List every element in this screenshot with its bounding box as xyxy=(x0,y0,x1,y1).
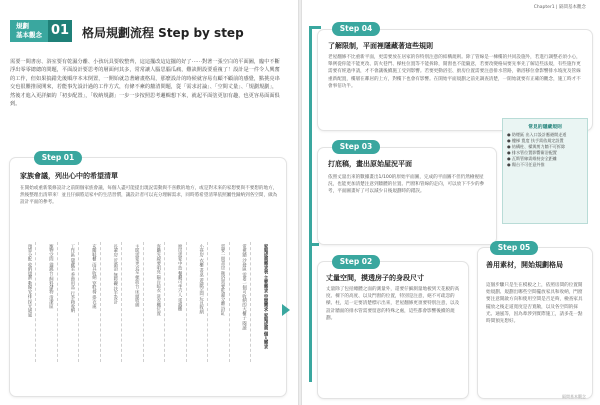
page-footer: 隔間基本觀念 xyxy=(562,394,586,399)
needs-column: 電視牆 沙發區 需要一個可收納的大櫃子 閱讀 xyxy=(229,242,249,362)
needs-column: 小孩房 衣櫃 書桌 遊戲空間 玩具收納 xyxy=(186,242,206,362)
needs-column: 需要一間書房 衛浴需要乾濕分離 浴缸 xyxy=(207,242,227,362)
hidden-rule-item: ● 結構柱、樑與剪力牆不可拆除 xyxy=(507,144,566,150)
needs-column: 主臥需要更衣室 梳妝台 床頭收納 xyxy=(121,242,141,362)
flow-connector xyxy=(309,26,321,29)
intro-paragraph: 需要一間書房、浴室要有乾濕分離、小孩玩具要收整齊，這這擺改這這擺的好了⋯⋯對著一張空白的平面圖，臨中不斷浮出零零總總的問題，平面設計要思考的層面何其多，常常讓人腦思腦瓜痛，難訣開設要重複了！設計是一件令人興奮的工作，但如果搞錯先後順序本末倒置，一開始就急著繪畫格局，那麼設計的時候就容易有顧不顧前的感覺，點挑亮串交也很難推展開來，若能事先設計過的工作方式，有條不紊的釐清問題，從「需求討論」、「空間丈量」、「規劃規劃」，然後才進入更詳細的「初步配置」，「收納規劃」一步一步按照思考邏輯想下來，就起平面塗更加有趣，也更容易面面俱到。 xyxy=(10,59,280,108)
flow-connector xyxy=(309,26,312,382)
hidden-rule-item: ● 瓦斯管線需維持安全距離 xyxy=(507,156,557,162)
step01-badge: Step 01 xyxy=(34,151,82,165)
hidden-rules-box xyxy=(502,118,588,224)
hidden-rule-item: ● 樓梯 寬度 扶手需依規定設置 xyxy=(507,138,564,144)
badge-line2: 基本觀念 xyxy=(16,31,42,39)
step05-text: 這個步驟只是生在模板之上，依照房間的位置開始規劃、規劃出哪些空間擺放家具和收納，門窗要注意開啟方向和使用空間是否足夠，檢查家具擺放之後走道寬度是否寬敞，以及各空間的採光、通風等，因為牽涉到實際施工，請多花一點時間預先想好。 xyxy=(486,283,583,325)
needs-table xyxy=(14,242,270,382)
step01-title: 家族會議，列出心中的希望清單 xyxy=(20,172,118,180)
badge-line1: 規劃 xyxy=(16,22,29,30)
step05-title: 善用素材，開始規劃格局 xyxy=(486,261,563,269)
step03-title: 打底稿，畫出原始屋況平面 xyxy=(328,160,412,168)
needs-column: 廚房需要中島 餐廳可坐六人 電器櫃 xyxy=(164,242,184,362)
step05-card xyxy=(478,248,592,398)
step02-card xyxy=(318,262,468,398)
needs-column: 家庭成員需求表 主要需求 空間需求 家庭成員 個人需求 xyxy=(250,242,270,362)
section-number: 01 xyxy=(48,20,72,42)
needs-column: 預算分配 收納規劃 動線安排 採光通風 xyxy=(27,244,32,317)
hidden-rule-item: ● 防煙區 出入口設計應避開走道 xyxy=(507,132,567,137)
needs-column: 工作區 儲藏室 季節用品 行李箱收納 xyxy=(57,242,77,362)
step04-card xyxy=(318,30,592,130)
hidden-rule-item: ● 排水管位置影響衛浴配置 xyxy=(507,150,557,156)
step02-text: 丈量除了包括總體之面的測量外，還要仔細測量地板到天花板的高度、樑下的高度、以及門窗的位置，特別是注意，絕不可疏忽的樑、柱，這一定要清楚標示出來，老屋翻修更須要特別注意，以及設計牆面的排水管需要留意的特殊之處，這些都會影響後續的規劃。 xyxy=(326,287,460,321)
step03-badge: Step 03 xyxy=(332,140,380,154)
step02-badge: Step 02 xyxy=(332,255,380,269)
step03-card xyxy=(318,148,496,244)
flow-connector xyxy=(309,243,319,246)
needs-column: 玄關鞋櫃 雨具收納 穿鞋椅 掛衣處 xyxy=(78,242,98,362)
needs-column: 長輩房 近衛浴 無障礙 扶手設計 xyxy=(100,242,120,362)
page-title: 格局規劃流程 Step by step xyxy=(82,26,244,40)
hidden-rules-title: 常見的隱藏規則 xyxy=(528,125,562,130)
step04-title: 了解限制，平面裡隱藏著這些規則 xyxy=(328,42,433,50)
step02-title: 丈量空間，摸透房子的身段尺寸 xyxy=(326,274,424,282)
needs-column: 客廳光線要明亮 陽台晾衣 洗衣機位置 xyxy=(143,242,163,362)
step01-text: 在開始或重新裝修設計之前開個家族會議，每個人盡可能提出現況需動與不喜歡的地方，或是對未來的家想要與不要想的地方，然後整理出清單來！並且仔細將這家中的生活習慣，讓設計者可以充分理解需求，同時將希望清單依照屬性歸納到各空間，做為設計平面的參考。 xyxy=(20,186,278,206)
step03-text: 依照丈量出來的數據畫出1/100的原始平面圖，完成的平面圖不但仍然檢視屋況，也能更加清楚注意到牆體的位置、門窗和管線的走向，可以放下不少的參考，平面圖畫好了可以減少日後規劃時的錯誤。 xyxy=(328,175,485,195)
left-page xyxy=(0,0,298,405)
step04-text: 老屋翻修不比重新平面，更需要放在居家的你特別注意的結構規則。除了管線是一棟樓的共同設施外，若進行調整必須小心，舉例從你能不能更改、防火巷門、樑柱位置等不能拆除，開窗也不能隨意，若要改變格局要先事先了解這些法規，有些施作更需要有經過申請，才不會讓後續施工受到影響。若要更動浴室、廚房位置需要注意排水管路，衛浴移位會影響排水坡度及管線重新配置，樓層在鄰居的上方，對樓下也會有影響。在開始平面規劃之前先調查清楚，一開始就要有正確的觀念，施工時才不會事倍功半。 xyxy=(328,55,581,89)
next-arrow-icon xyxy=(282,304,290,316)
step04-badge: Step 04 xyxy=(332,22,380,36)
needs-column: 寵物空間 貓跳台 飼料儲物 清潔區 xyxy=(35,242,55,362)
right-page xyxy=(302,0,600,405)
step05-badge: Step 05 xyxy=(490,241,538,255)
chapter-header: Chapter1 | 隔間基本觀念 xyxy=(533,5,586,10)
hidden-rule-item: ● 陽台不可任意外推 xyxy=(507,162,545,168)
